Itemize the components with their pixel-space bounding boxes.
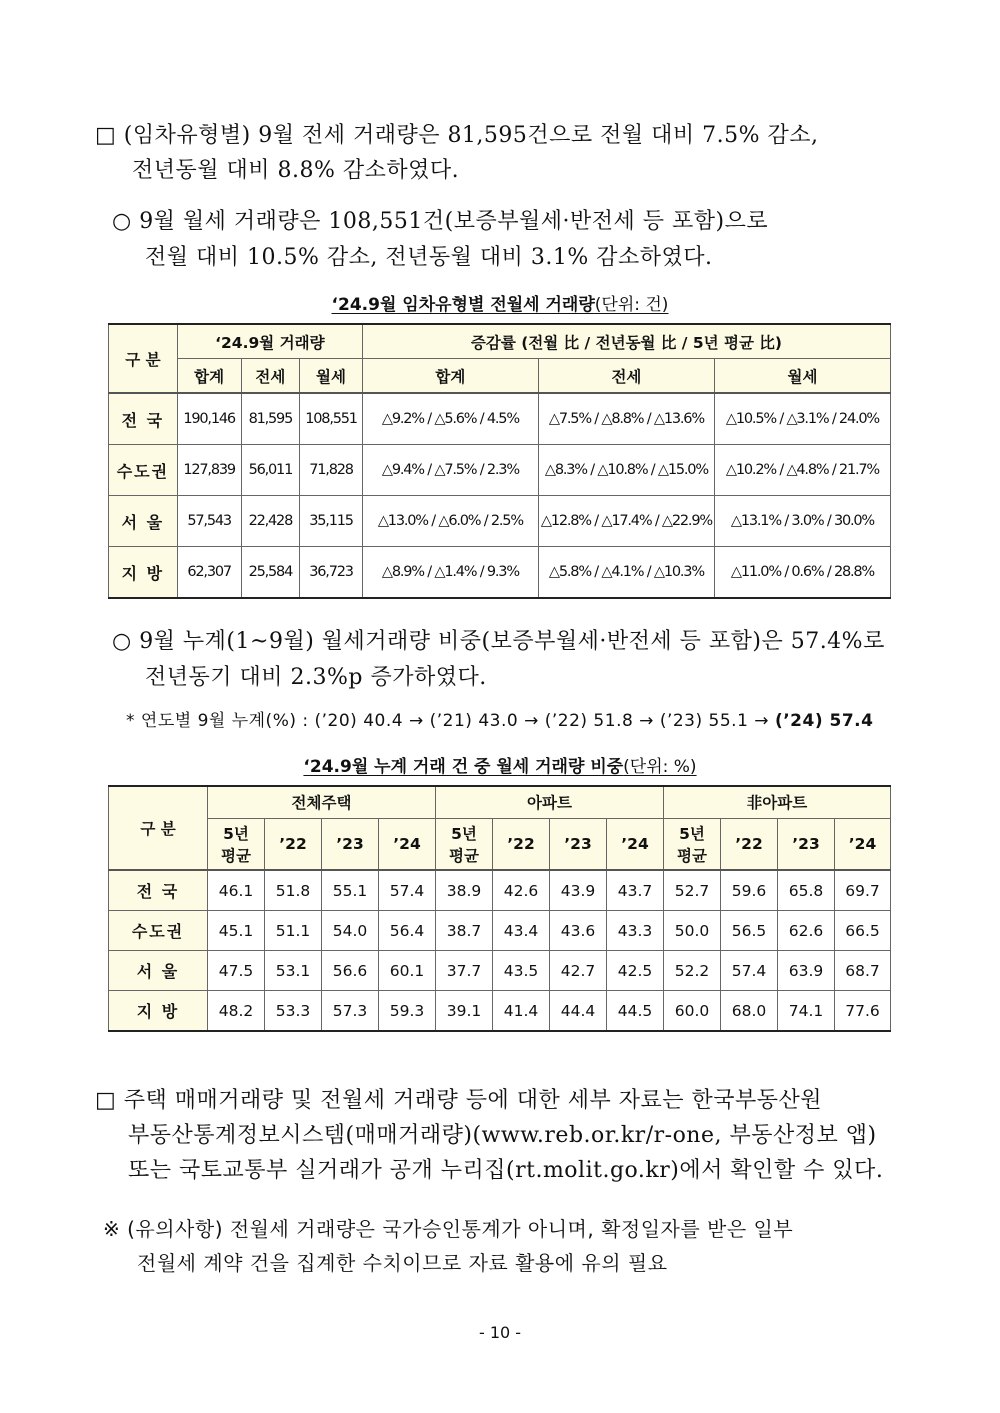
paragraph-line: 전년동월 대비 8.8% 감소하였다. — [132, 158, 460, 183]
header-year-24: ’24 — [607, 818, 664, 870]
table-row — [109, 991, 891, 1032]
cell-value: 66.5 — [835, 911, 891, 951]
table-row — [109, 911, 891, 951]
cell-value: 44.5 — [607, 991, 664, 1032]
wolse-share-table — [108, 785, 891, 1032]
cell-value: 57.4 — [379, 870, 436, 911]
table-row — [109, 951, 891, 991]
cell-value: 56.6 — [322, 951, 379, 991]
header-volume: ‘24.9월 거래량 — [177, 324, 362, 359]
cell-value: 38.9 — [436, 870, 493, 911]
cell-value: 46.1 — [208, 870, 265, 911]
yearly-note-last: (’24) 57.4 — [774, 711, 874, 731]
cell-change-jeonse: △7.5% / △8.8% / △13.6% — [538, 393, 714, 445]
header-change-total: 합계 — [362, 359, 538, 394]
cell-jeonse: 25,584 — [241, 547, 300, 599]
cell-value: 41.4 — [493, 991, 550, 1032]
cell-change-jeonse: △5.8% / △4.1% / △10.3% — [538, 547, 714, 599]
page-number: - 10 - — [478, 1323, 522, 1342]
cell-value: 60.1 — [379, 951, 436, 991]
paragraph-line: 전년동기 대비 2.3%p 증가하였다. — [145, 665, 487, 690]
cell-total: 127,839 — [177, 445, 241, 496]
cell-value: 43.7 — [607, 870, 664, 911]
header-5yr-avg — [664, 818, 721, 870]
cell-value: 43.5 — [493, 951, 550, 991]
cell-value: 57.3 — [322, 991, 379, 1032]
cell-wolse: 71,828 — [300, 445, 363, 496]
cell-total: 62,307 — [177, 547, 241, 599]
header-5yr-avg — [208, 818, 265, 870]
cell-change-total: △9.2% / △5.6% / 4.5% — [362, 393, 538, 445]
cell-value: 68.0 — [721, 991, 778, 1032]
cell-value: 51.8 — [265, 870, 322, 911]
cell-change-wolse: △13.1% / 3.0% / 30.0% — [714, 496, 890, 547]
cell-value: 68.7 — [835, 951, 891, 991]
paragraph-line: 전월 대비 10.5% 감소, 전년동월 대비 3.1% 감소하였다. — [145, 245, 713, 270]
cell-value: 44.4 — [550, 991, 607, 1032]
cell-change-total: △9.4% / △7.5% / 2.3% — [362, 445, 538, 496]
header-year-22: ’22 — [721, 818, 778, 870]
cell-total: 190,146 — [177, 393, 241, 445]
cell-change-total: △8.9% / △1.4% / 9.3% — [362, 547, 538, 599]
header-apartment: 아파트 — [436, 786, 664, 818]
row-region: 지 방 — [109, 547, 178, 599]
cell-value: 37.7 — [436, 951, 493, 991]
cell-value: 59.3 — [379, 991, 436, 1032]
cell-value: 51.1 — [265, 911, 322, 951]
table2-caption-title: ‘24.9월 누계 거래 건 중 월세 거래량 비중 — [303, 757, 624, 777]
cell-value: 50.0 — [664, 911, 721, 951]
paragraph-line: ○ 9월 월세 거래량은 108,551건(보증부월세·반전세 등 포함)으로 — [112, 209, 769, 234]
cell-value: 48.2 — [208, 991, 265, 1032]
header-change-jeonse: 전세 — [538, 359, 714, 394]
table-row — [109, 393, 891, 445]
cell-change-jeonse: △8.3% / △10.8% / △15.0% — [538, 445, 714, 496]
paragraph-line: □ 주택 매매거래량 및 전월세 거래량 등에 대한 세부 자료는 한국부동산원 — [95, 1088, 823, 1113]
header-all-housing: 전체주택 — [208, 786, 436, 818]
table-row — [109, 496, 891, 547]
cell-value: 59.6 — [721, 870, 778, 911]
header-5yr-avg — [436, 818, 493, 870]
header-change-wolse: 월세 — [714, 359, 890, 394]
header-5yr-label: 5년 — [223, 824, 249, 843]
cell-change-total: △13.0% / △6.0% / 2.5% — [362, 496, 538, 547]
row-region: 지 방 — [109, 991, 208, 1032]
table2-caption — [0, 752, 1000, 777]
header-avg-label: 평균 — [221, 846, 251, 865]
cell-value: 43.6 — [550, 911, 607, 951]
header-change: 증감률 (전월 比 / 전년동월 比 / 5년 평균 比) — [362, 324, 890, 359]
cell-value: 43.4 — [493, 911, 550, 951]
cell-value: 52.2 — [664, 951, 721, 991]
cell-change-jeonse: △12.8% / △17.4% / △22.9% — [538, 496, 714, 547]
header-total: 합계 — [177, 359, 241, 394]
cell-value: 74.1 — [778, 991, 835, 1032]
cell-wolse: 36,723 — [300, 547, 363, 599]
header-non-apartment: 非아파트 — [664, 786, 891, 818]
cell-value: 42.7 — [550, 951, 607, 991]
table-row — [109, 445, 891, 496]
header-category: 구 분 — [109, 786, 208, 870]
cell-value: 42.6 — [493, 870, 550, 911]
yearly-note-prefix: * 연도별 9월 누계(%) : (’20) 40.4 → (’21) 43.0 → (’22) 51.8 → (’23) 55.1 → — [126, 711, 775, 731]
paragraph-line: 부동산통계정보시스템(매매거래량)(www.reb.or.kr/r-one, 부동산정보 앱) — [128, 1123, 877, 1148]
cell-value: 53.1 — [265, 951, 322, 991]
paragraph-line: ○ 9월 누계(1~9월) 월세거래량 비중(보증부월세·반전세 등 포함)은 57.4%로 — [112, 629, 885, 654]
header-year-23: ’23 — [550, 818, 607, 870]
cell-value: 39.1 — [436, 991, 493, 1032]
cell-value: 60.0 — [664, 991, 721, 1032]
cell-value: 55.1 — [322, 870, 379, 911]
cell-jeonse: 22,428 — [241, 496, 300, 547]
header-year-22: ’22 — [265, 818, 322, 870]
yearly-note — [126, 706, 873, 731]
cell-value: 43.9 — [550, 870, 607, 911]
header-wolse: 월세 — [300, 359, 363, 394]
cell-value: 65.8 — [778, 870, 835, 911]
cell-value: 54.0 — [322, 911, 379, 951]
table-row — [109, 870, 891, 911]
cell-value: 38.7 — [436, 911, 493, 951]
header-5yr-label: 5년 — [451, 824, 477, 843]
cell-jeonse: 56,011 — [241, 445, 300, 496]
cell-value: 42.5 — [607, 951, 664, 991]
row-region: 전 국 — [109, 870, 208, 911]
header-year-24: ’24 — [379, 818, 436, 870]
cell-value: 53.3 — [265, 991, 322, 1032]
cell-wolse: 108,551 — [300, 393, 363, 445]
cell-value: 77.6 — [835, 991, 891, 1032]
row-region: 수도권 — [109, 911, 208, 951]
header-avg-label: 평균 — [449, 846, 479, 865]
row-region: 서 울 — [109, 496, 178, 547]
header-5yr-label: 5년 — [679, 824, 705, 843]
table-row — [109, 547, 891, 599]
cell-value: 62.6 — [778, 911, 835, 951]
cell-value: 47.5 — [208, 951, 265, 991]
header-jeonse: 전세 — [241, 359, 300, 394]
paragraph-line: 또는 국토교통부 실거래가 공개 누리집(rt.molit.go.kr)에서 확인할 수 있다. — [128, 1158, 884, 1183]
header-year-24: ’24 — [835, 818, 891, 870]
header-year-23: ’23 — [322, 818, 379, 870]
cell-value: 57.4 — [721, 951, 778, 991]
header-year-23: ’23 — [778, 818, 835, 870]
paragraph-line: ※ (유의사항) 전월세 거래량은 국가승인통계가 아니며, 확정일자를 받은 일부 — [103, 1217, 794, 1241]
cell-value: 69.7 — [835, 870, 891, 911]
cell-value: 45.1 — [208, 911, 265, 951]
row-region: 전 국 — [109, 393, 178, 445]
table1-caption-unit: (단위: 건) — [594, 295, 669, 315]
cell-value: 43.3 — [607, 911, 664, 951]
header-avg-label: 평균 — [677, 846, 707, 865]
paragraph-line: 전월세 계약 건을 집계한 수치이므로 자료 활용에 유의 필요 — [137, 1251, 668, 1275]
cell-value: 56.4 — [379, 911, 436, 951]
cell-change-wolse: △10.5% / △3.1% / 24.0% — [714, 393, 890, 445]
paragraph-line: □ (임차유형별) 9월 전세 거래량은 81,595건으로 전월 대비 7.5% 감소, — [95, 123, 819, 148]
cell-change-wolse: △11.0% / 0.6% / 28.8% — [714, 547, 890, 599]
cell-value: 56.5 — [721, 911, 778, 951]
cell-total: 57,543 — [177, 496, 241, 547]
table2-caption-unit: (단위: %) — [623, 757, 697, 777]
cell-value: 52.7 — [664, 870, 721, 911]
cell-change-wolse: △10.2% / △4.8% / 21.7% — [714, 445, 890, 496]
row-region: 수도권 — [109, 445, 178, 496]
header-category: 구 분 — [109, 324, 178, 393]
table1-caption-title: ‘24.9월 임차유형별 전월세 거래량 — [331, 295, 595, 315]
row-region: 서 울 — [109, 951, 208, 991]
cell-wolse: 35,115 — [300, 496, 363, 547]
rent-volume-table — [108, 323, 891, 599]
cell-value: 63.9 — [778, 951, 835, 991]
cell-jeonse: 81,595 — [241, 393, 300, 445]
table1-caption — [0, 290, 1000, 315]
header-year-22: ’22 — [493, 818, 550, 870]
